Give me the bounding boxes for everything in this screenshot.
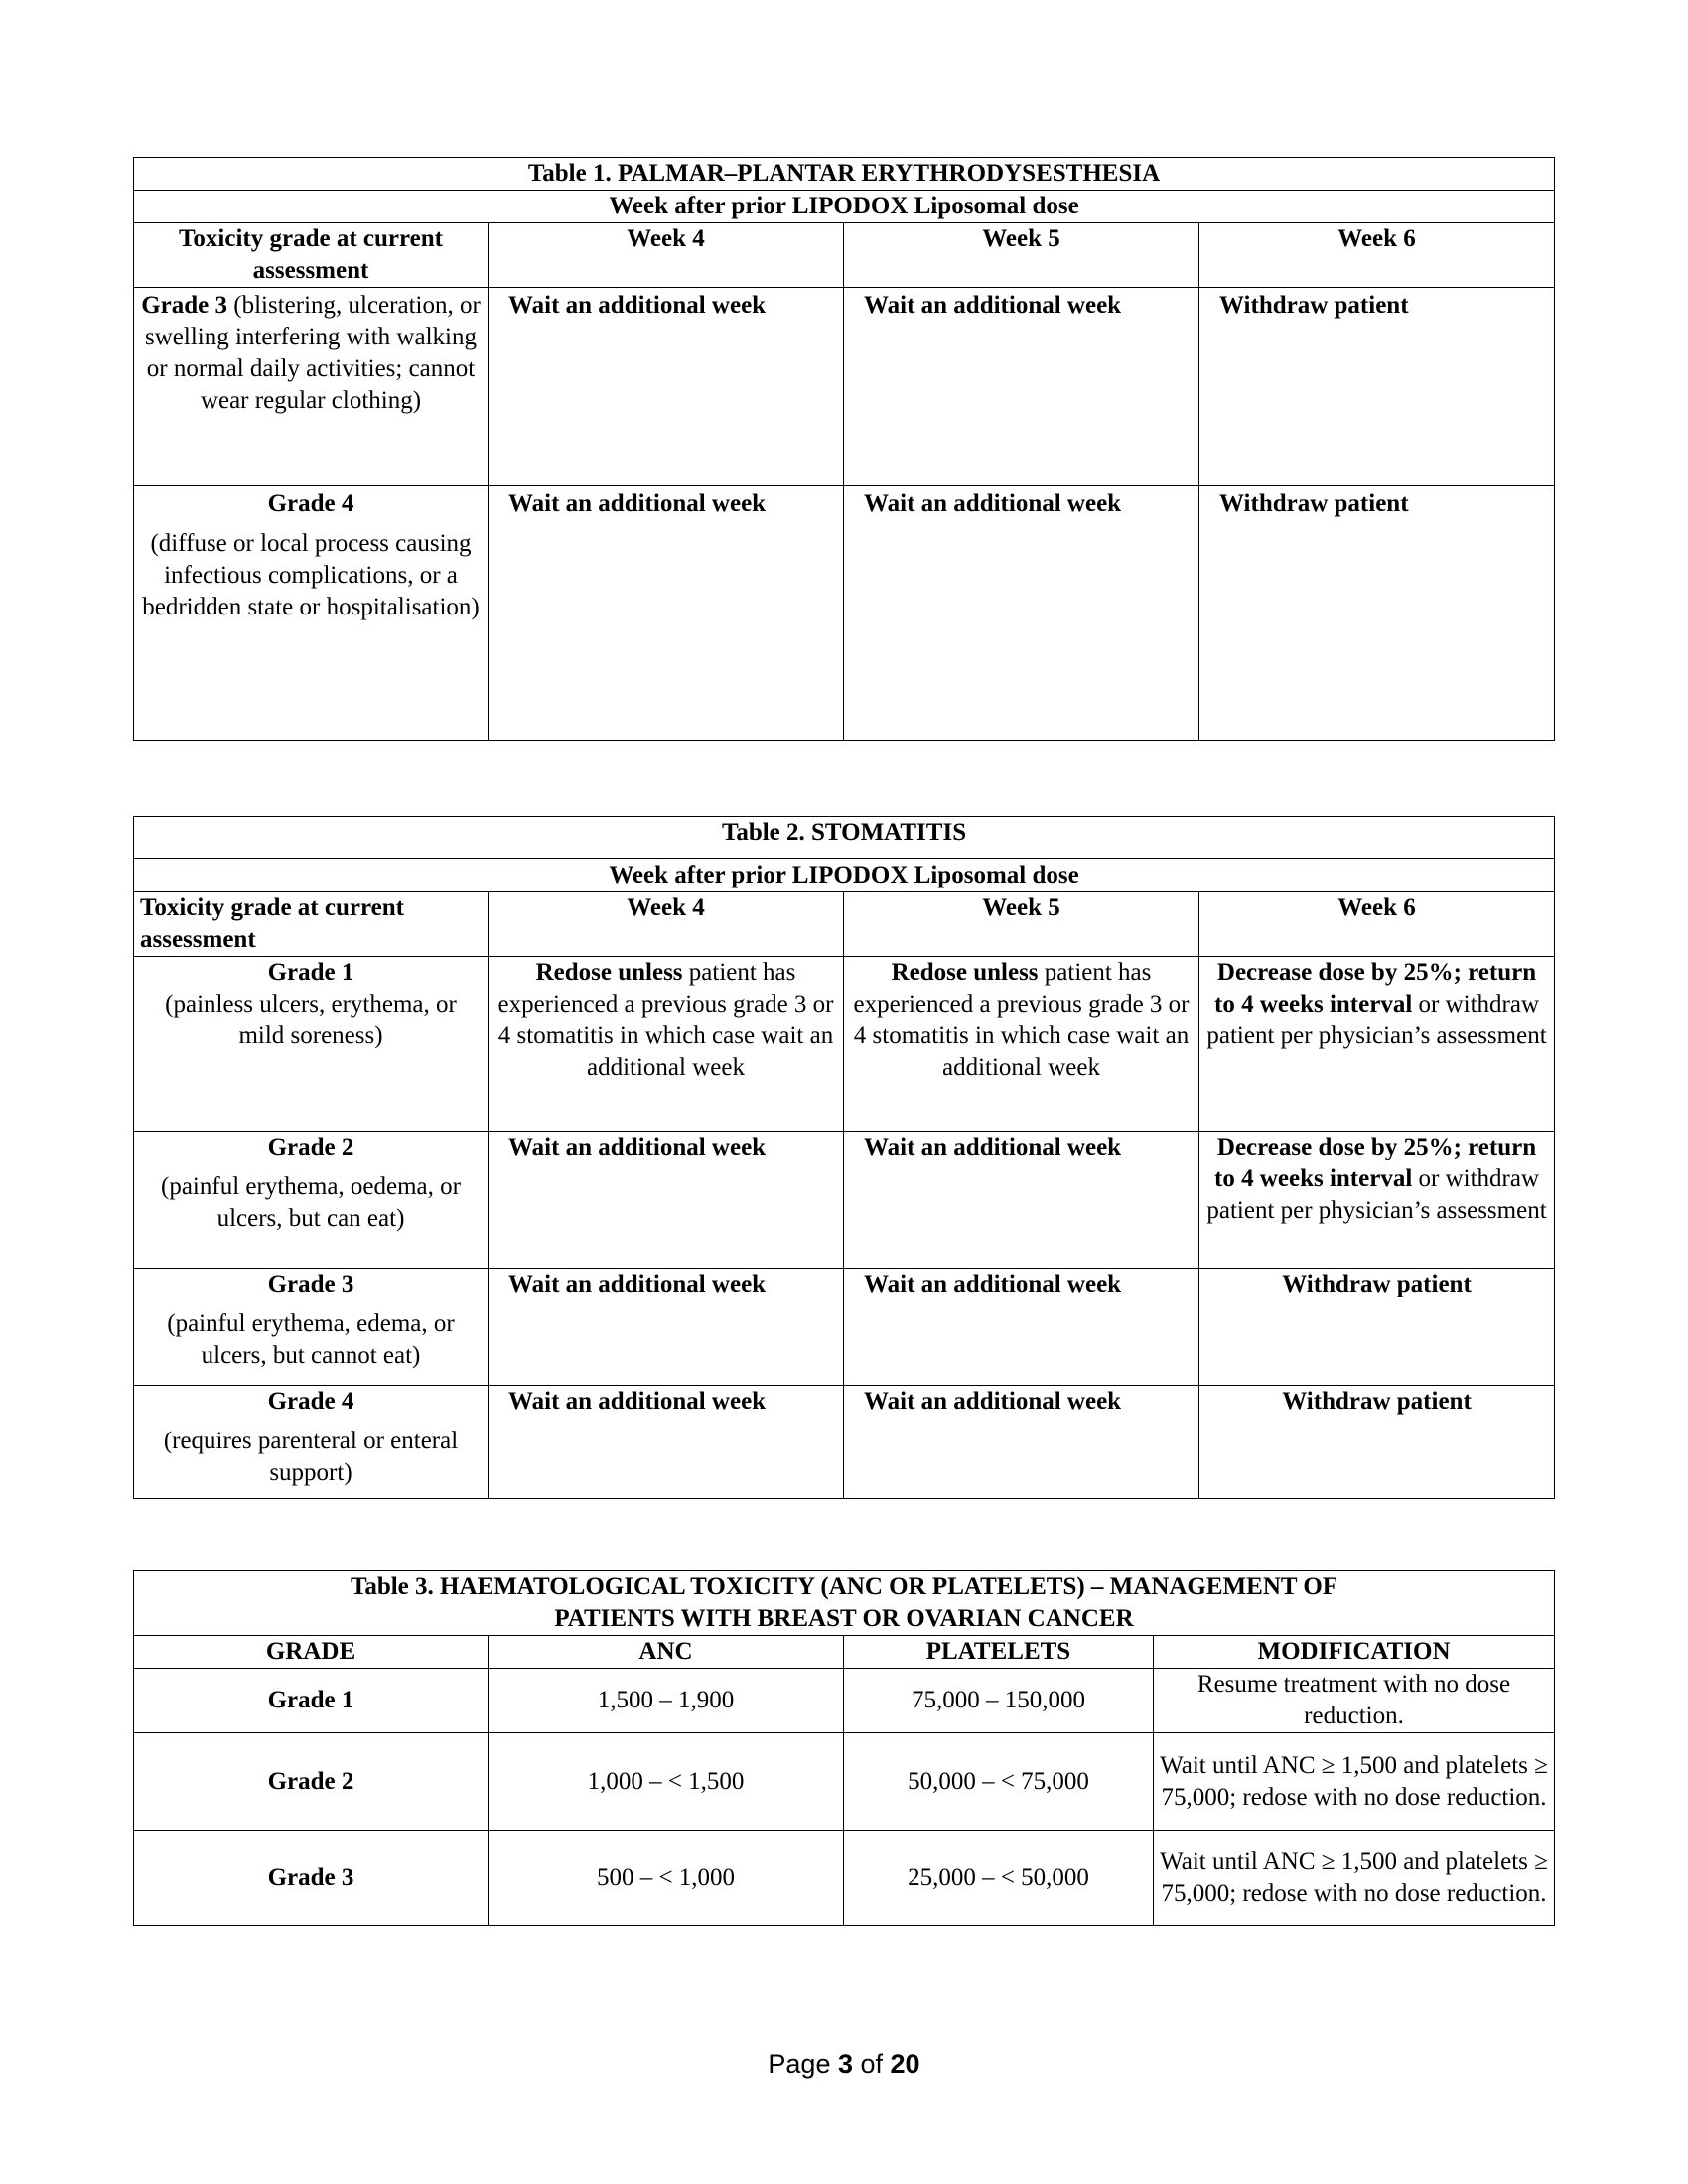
table-stomatitis xyxy=(133,816,1555,1499)
grade-label: Grade 4 xyxy=(267,1388,354,1415)
week5-action: Wait an additional week xyxy=(844,1132,1199,1269)
grade-cell: Grade 2 xyxy=(134,1733,489,1831)
page-of: of xyxy=(853,2049,891,2079)
week6-action xyxy=(1199,957,1555,1132)
table-row xyxy=(134,1386,1555,1499)
platelets-cell: 50,000 – < 75,000 xyxy=(844,1733,1154,1831)
table-row xyxy=(134,288,1555,486)
grade-label: Grade 2 xyxy=(267,1134,354,1160)
table1-subtitle: Week after prior LIPODOX Liposomal dose xyxy=(134,191,1555,223)
table3-header-platelets: PLATELETS xyxy=(844,1636,1154,1669)
table1-week4-header: Week 4 xyxy=(489,223,844,288)
table3-title-line2: PATIENTS WITH BREAST OR OVARIAN CANCER xyxy=(554,1605,1134,1632)
grade-cell xyxy=(134,1386,489,1499)
grade-cell xyxy=(134,1269,489,1386)
grade-label: Grade 3 xyxy=(141,292,227,319)
table-row xyxy=(134,1831,1555,1926)
anc-cell: 1,000 – < 1,500 xyxy=(489,1733,844,1831)
table2-title: Table 2. STOMATITIS xyxy=(134,817,1555,859)
action-emphasis: Decrease dose by 25%; return to 4 weeks interval xyxy=(1214,1134,1537,1192)
modification-cell: Wait until ANC ≥ 1,500 and platelets ≥ 75,000; redose with no dose reduction. xyxy=(1154,1831,1555,1926)
grade-label: Grade 3 xyxy=(267,1271,354,1297)
week4-action: Wait an additional week xyxy=(489,1386,844,1499)
week4-action: Wait an additional week xyxy=(489,1269,844,1386)
grade-description: (painful erythema, edema, or ulcers, but cannot eat) xyxy=(167,1310,455,1369)
week4-action: Wait an additional week xyxy=(489,288,844,486)
platelets-cell: 75,000 – 150,000 xyxy=(844,1669,1154,1733)
week6-action: Withdraw patient xyxy=(1199,1269,1555,1386)
table2-subtitle: Week after prior LIPODOX Liposomal dose xyxy=(134,859,1555,892)
table2-week5-header: Week 5 xyxy=(844,892,1199,957)
week6-action: Withdraw patient xyxy=(1199,486,1555,741)
grade-description: (painful erythema, oedema, or ulcers, but can eat) xyxy=(161,1173,461,1232)
action-emphasis: Decrease dose by 25%; return to 4 weeks interval xyxy=(1214,959,1537,1018)
week6-action xyxy=(1199,1132,1555,1269)
table1-col-header: Toxicity grade at current assessment xyxy=(134,223,489,288)
table-row xyxy=(134,957,1555,1132)
action-emphasis: Redose unless xyxy=(535,959,683,986)
grade-description: (requires parenteral or enteral support) xyxy=(163,1428,459,1486)
grade-label: Grade 1 xyxy=(267,959,354,986)
anc-cell: 1,500 – 1,900 xyxy=(489,1669,844,1733)
table-haematological xyxy=(133,1570,1555,1926)
table-row xyxy=(134,486,1555,741)
table-row xyxy=(134,1132,1555,1269)
grade-label: Grade 4 xyxy=(267,490,354,517)
grade-description: (blistering, ulceration, or swelling interfering with walking or normal daily activities; cannot wear regular clothing) xyxy=(145,292,481,414)
grade-cell: Grade 1 xyxy=(134,1669,489,1733)
week6-action: Withdraw patient xyxy=(1199,1386,1555,1499)
table3-title-line1: Table 3. HAEMATOLOGICAL TOXICITY (ANC OR PLATELETS) – MANAGEMENT OF xyxy=(350,1573,1338,1600)
page-prefix: Page xyxy=(768,2049,838,2079)
week5-action: Wait an additional week xyxy=(844,486,1199,741)
table2-col-header: Toxicity grade at current assessment xyxy=(134,892,489,957)
table2-week6-header: Week 6 xyxy=(1199,892,1555,957)
week4-action: Wait an additional week xyxy=(489,1132,844,1269)
week5-action xyxy=(844,957,1199,1132)
action-text: or withdraw patient per physician’s assessment xyxy=(1206,991,1547,1049)
week5-action: Wait an additional week xyxy=(844,1269,1199,1386)
table3-header-grade: GRADE xyxy=(134,1636,489,1669)
table3-header-modification: MODIFICATION xyxy=(1154,1636,1555,1669)
grade-cell xyxy=(134,288,489,486)
week5-action: Wait an additional week xyxy=(844,1386,1199,1499)
grade-description: (painless ulcers, erythema, or mild soreness) xyxy=(165,991,457,1049)
action-text: patient has experienced a previous grade 3 or 4 stomatitis in which case wait an additional week xyxy=(497,959,834,1081)
table1-week5-header: Week 5 xyxy=(844,223,1199,288)
table3-header-anc: ANC xyxy=(489,1636,844,1669)
platelets-cell: 25,000 – < 50,000 xyxy=(844,1831,1154,1926)
table1-week6-header: Week 6 xyxy=(1199,223,1555,288)
action-text: patient has experienced a previous grade 3 or 4 stomatitis in which case wait an additional week xyxy=(853,959,1190,1081)
week5-action: Wait an additional week xyxy=(844,288,1199,486)
page-footer xyxy=(0,2049,1688,2080)
grade-description: (diffuse or local process causing infectious complications, or a bedridden state or hospitalisation) xyxy=(142,530,480,620)
table2-week4-header: Week 4 xyxy=(489,892,844,957)
week4-action: Wait an additional week xyxy=(489,486,844,741)
grade-cell xyxy=(134,1132,489,1269)
anc-cell: 500 – < 1,000 xyxy=(489,1831,844,1926)
table-row xyxy=(134,1269,1555,1386)
page-total: 20 xyxy=(890,2049,920,2079)
grade-cell: Grade 3 xyxy=(134,1831,489,1926)
action-text: or withdraw patient per physician’s assessment xyxy=(1206,1165,1547,1224)
modification-cell: Wait until ANC ≥ 1,500 and platelets ≥ 75,000; redose with no dose reduction. xyxy=(1154,1733,1555,1831)
week4-action xyxy=(489,957,844,1132)
week6-action: Withdraw patient xyxy=(1199,288,1555,486)
grade-cell xyxy=(134,486,489,741)
table-row xyxy=(134,1733,1555,1831)
modification-cell: Resume treatment with no dose reduction. xyxy=(1154,1669,1555,1733)
page-number: 3 xyxy=(837,2049,853,2079)
grade-cell xyxy=(134,957,489,1132)
table1-title: Table 1. PALMAR–PLANTAR ERYTHRODYSESTHESIA xyxy=(134,158,1555,191)
table3-title xyxy=(134,1571,1555,1636)
table-row xyxy=(134,1669,1555,1733)
action-emphasis: Redose unless xyxy=(891,959,1039,986)
table-palmar-plantar xyxy=(133,157,1555,741)
